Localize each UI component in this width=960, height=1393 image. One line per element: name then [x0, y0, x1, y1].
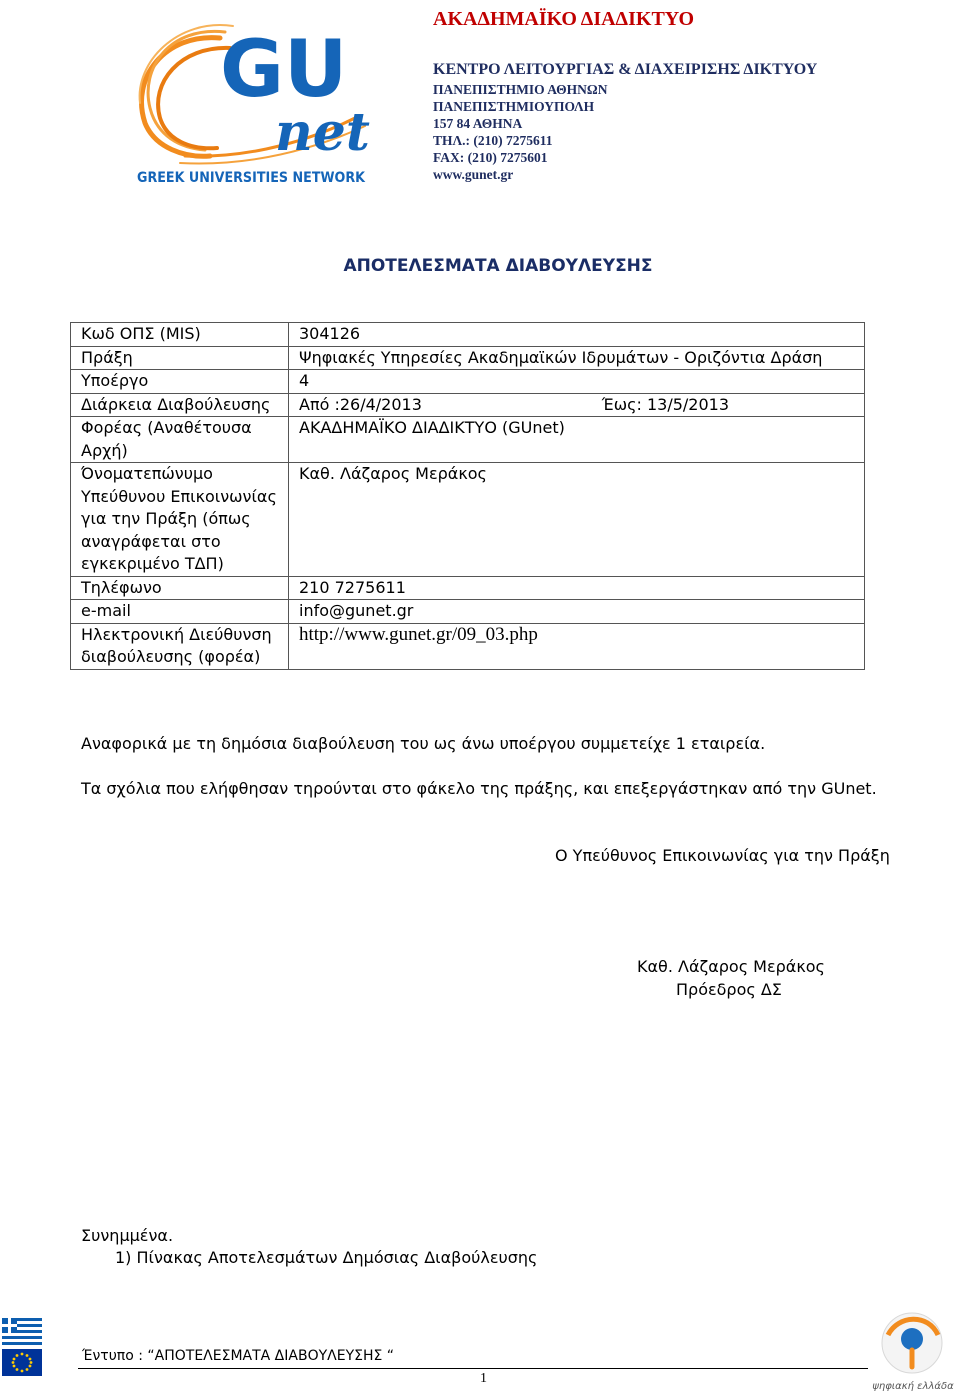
mis-value: 304126 [289, 323, 865, 347]
duration-to: Έως: 13/5/2013 [601, 394, 729, 414]
table-row [71, 623, 865, 669]
gunet-logo [125, 8, 375, 188]
body-value: ΑΚΑΔΗΜΑΪΚΟ ΔΙΑΔΙΚΤΥΟ (GUnet) [289, 417, 865, 463]
table-row [71, 393, 865, 417]
signature-title: Πρόεδρος ΔΣ [676, 980, 782, 999]
table-row [71, 417, 865, 463]
duration-value [289, 393, 865, 417]
greek-eu-flags-icon [2, 1318, 42, 1378]
footer-divider [78, 1368, 868, 1369]
subproject-label: Υποέργο [71, 370, 289, 394]
table-row [71, 576, 865, 600]
postal-address: 157 84 ΑΘΗΝΑ [433, 116, 523, 131]
campus-name: ΠΑΝΕΠΙΣΤΗΜΙΟΥΠΟΛΗ [433, 99, 595, 114]
consultation-url[interactable]: http://www.gunet.gr/09_03.php [289, 623, 865, 669]
contact-label: Όνοματεπώνυμο Υπεύθυνου Επικοινωνίας για την Πράξη (όπως αναγράφεται στο εγκεκριμένο ΤΔΠ) [71, 463, 289, 577]
page-number: 1 [480, 1371, 487, 1386]
table-row [71, 346, 865, 370]
logo-caption: GREEK UNIVERSITIES NETWORK [137, 170, 366, 186]
org-name: ΑΚΑΔΗΜΑΪΚΟ ΔΙΑΔΙΚΤΥΟ [433, 8, 695, 30]
table-row [71, 370, 865, 394]
contact-value: Καθ. Λάζαρος Μεράκος [289, 463, 865, 577]
university-name: ΠΑΝΕΠΙΣΤΗΜΙΟ ΑΘΗΝΩΝ [433, 82, 608, 97]
email-value[interactable]: info@gunet.gr [289, 600, 865, 624]
comments-paragraph: Τα σχόλια που ελήφθησαν τηρούνται στο φάκελο της πράξης, και επεξεργάστηκαν από την GUnet. [81, 779, 877, 798]
footer-form-label: Έντυπο : “ΑΠΟΤΕΛΕΣΜΑΤΑ ΔΙΑΒΟΥΛΕΥΣΗΣ “ [82, 1348, 395, 1364]
table-row [71, 463, 865, 577]
duration-from: Από :26/4/2013 [299, 394, 422, 414]
url-label: Ηλεκτρονική Διεύθυνση διαβούλευσης (φορέα) [71, 623, 289, 669]
website-link[interactable]: www.gunet.gr [433, 167, 514, 182]
table-row [71, 323, 865, 347]
info-table [70, 322, 865, 670]
digital-greece-text: ψηφιακή ελλάδα [872, 1381, 954, 1392]
table-row [71, 600, 865, 624]
fax: FAX: (210) 7275601 [433, 150, 548, 165]
digital-greece-logo [868, 1305, 958, 1393]
mis-label: Κωδ ΟΠΣ (MIS) [71, 323, 289, 347]
phone-label: Τηλέφωνο [71, 576, 289, 600]
action-value: Ψηφιακές Υπηρεσίες Ακαδημαϊκών Ιδρυμάτων - Οριζόντια Δράση [289, 346, 865, 370]
action-label: Πράξη [71, 346, 289, 370]
signature-name: Καθ. Λάζαρος Μεράκος [637, 957, 825, 976]
body-label: Φορέας (Αναθέτουσα Αρχή) [71, 417, 289, 463]
center-name: ΚΕΝΤΡΟ ΛΕΙΤΟΥΡΓΙΑΣ & ΔΙΑΧΕΙΡΙΣΗΣ ΔΙΚΤΥΟΥ [433, 61, 818, 78]
telephone: ΤΗΛ.: (210) 7275611 [433, 133, 553, 148]
attachment-item: 1) Πίνακας Αποτελεσμάτων Δημόσιας Διαβούλευσης [115, 1248, 538, 1267]
participation-paragraph: Αναφορικά με τη δημόσια διαβούλευση του ως άνω υποέργου συμμετείχε 1 εταιρεία. [81, 734, 766, 753]
phone-value: 210 7275611 [289, 576, 865, 600]
duration-label: Διάρκεια Διαβούλευσης [71, 393, 289, 417]
subproject-value: 4 [289, 370, 865, 394]
attachments-heading: Συνημμένα. [81, 1226, 174, 1245]
email-label: e-mail [71, 600, 289, 624]
logo-gu-text: GU [220, 25, 348, 115]
signature-role: Ο Υπεύθυνος Επικοινωνίας για την Πράξη [555, 846, 890, 865]
logo-net-text: net [275, 102, 370, 163]
document-title: ΑΠΟΤΕΛΕΣΜΑΤΑ ΔΙΑΒΟΥΛΕΥΣΗΣ [343, 256, 653, 276]
